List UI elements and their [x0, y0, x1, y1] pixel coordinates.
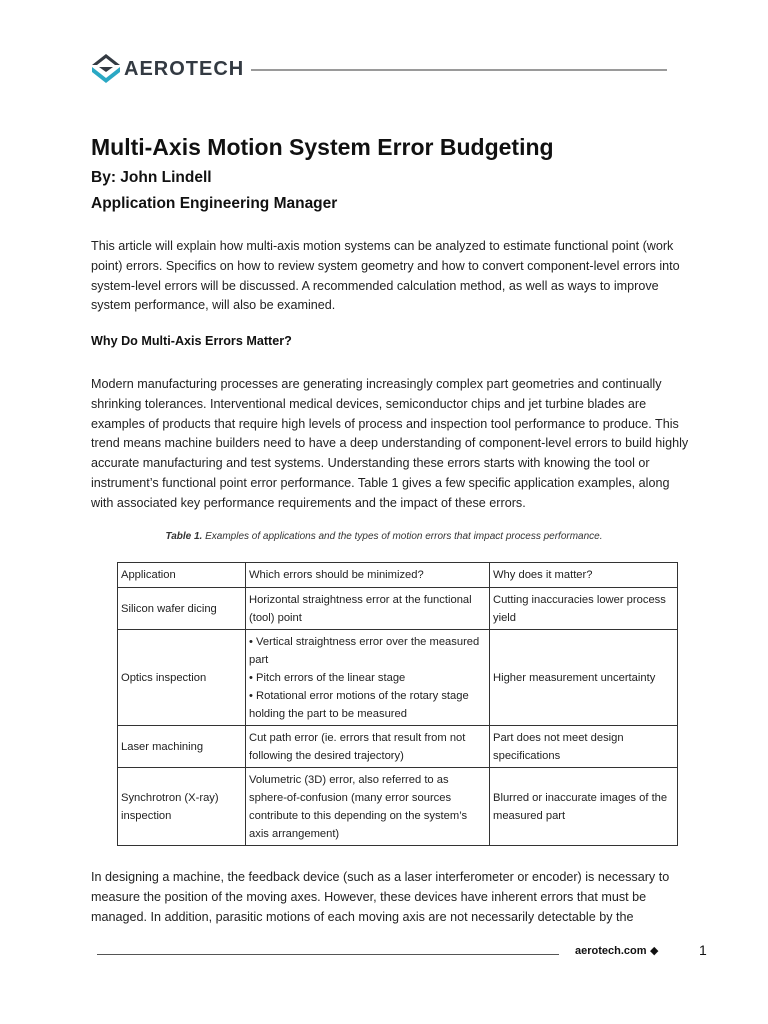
cell-errors: Volumetric (3D) error, also referred to as sphere-of-confusion (many error sources contribute to this depending on the system’s axis arrangement) — [246, 768, 490, 846]
column-header-application: Application — [118, 563, 246, 588]
diamond-icon: ◆ — [650, 945, 659, 957]
section-heading: Why Do Multi-Axis Errors Matter? — [91, 334, 292, 348]
author-role: Application Engineering Manager — [91, 195, 338, 212]
cell-errors: Cut path error (ie. errors that result from not following the desired trajectory) — [246, 726, 490, 768]
cell-application: Synchrotron (X-ray) inspection — [118, 768, 246, 846]
section-body-paragraph: Modern manufacturing processes are generating increasingly complex part geometries and continually shrinking tolerances. Interventional medical devices, semiconductor chips and jet turbine blades are examples of products that require high levels of process and inspection tool performance to produce. This trend means machine builders need to have a deep understanding of component-level errors to build highly accurate manufacturing and test systems. Understanding these errors starts with knowing the tool or instrument’s functional point error performance. Table 1 gives a few specific application examples, along with associated key performance requirements and the impact of these errors. — [91, 377, 689, 510]
aerotech-logo-icon — [91, 53, 121, 85]
table-row — [118, 630, 678, 726]
cell-application: Optics inspection — [118, 630, 246, 726]
column-header-impact: Why does it matter? — [490, 563, 678, 588]
intro-paragraph: This article will explain how multi-axis motion systems can be analyzed to estimate functional point (work point) errors. Specifics on how to review system geometry and how to convert component-level errors into system-level errors will be discussed. A recommended calculation method, as well as ways to improve system performance, will also be examined. — [91, 239, 680, 313]
table-row — [118, 726, 678, 768]
page-number: 1 — [699, 942, 707, 958]
table-header-row — [118, 563, 678, 588]
error-bullet: • Vertical straightness error over the measured part — [249, 635, 480, 666]
footer-site-link[interactable]: aerotech.com — [575, 945, 647, 957]
brand-name: AEROTECH — [124, 58, 245, 80]
header-divider — [251, 69, 667, 71]
page-header — [91, 52, 667, 86]
table-row — [118, 768, 678, 846]
table-row — [118, 588, 678, 630]
closing-paragraph: In designing a machine, the feedback device (such as a laser interferometer or encoder) is necessary to measure the position of the moving axes. However, these devices have inherent errors that must be managed. In addition, parasitic motions of each moving axis are not necessarily detectable by the — [91, 870, 670, 924]
cell-errors: Horizontal straightness error at the functional (tool) point — [246, 588, 490, 630]
column-header-errors: Which errors should be minimized? — [246, 563, 490, 588]
error-bullet: • Pitch errors of the linear stage — [249, 671, 406, 684]
aerotech-logo — [91, 52, 245, 86]
article-title: Multi-Axis Motion System Error Budgeting — [91, 134, 554, 160]
error-bullet: • Rotational error motions of the rotary stage holding the part to be measured — [249, 689, 469, 720]
cell-impact: Higher measurement uncertainty — [490, 630, 678, 726]
author-byline: By: John Lindell — [91, 169, 212, 186]
footer-divider — [97, 954, 559, 955]
cell-impact: Part does not meet design specifications — [490, 726, 678, 768]
cell-errors — [246, 630, 490, 726]
cell-application: Laser machining — [118, 726, 246, 768]
applications-table — [117, 562, 678, 846]
cell-impact: Cutting inaccuracies lower process yield — [490, 588, 678, 630]
table-caption-label: Table 1. — [165, 531, 203, 542]
cell-application: Silicon wafer dicing — [118, 588, 246, 630]
cell-impact: Blurred or inaccurate images of the measured part — [490, 768, 678, 846]
table-caption-text: Examples of applications and the types of motion errors that impact process performance. — [202, 531, 603, 542]
table-caption — [90, 531, 678, 542]
